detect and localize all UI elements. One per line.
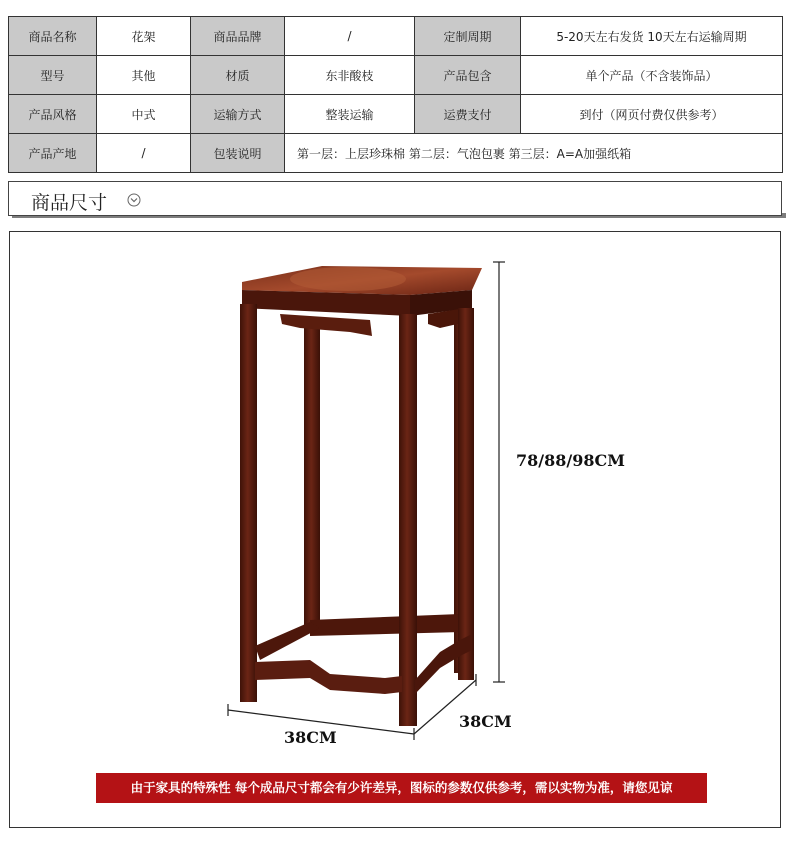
- spec-value: 5-20天左右发货 10天左右运输周期: [521, 17, 783, 56]
- spec-value: 其他: [97, 56, 191, 95]
- spec-row: [9, 56, 783, 95]
- section-header: [8, 181, 782, 216]
- spec-value: 整装运输: [285, 95, 415, 134]
- spec-row: [9, 95, 783, 134]
- spec-label: 材质: [191, 56, 285, 95]
- width-dimension-label: 38CM: [284, 728, 337, 747]
- spec-label: 运费支付: [415, 95, 521, 134]
- spec-label: 产品包含: [415, 56, 521, 95]
- depth-dimension-label: 38CM: [459, 712, 512, 731]
- flower-stand-image: [10, 232, 780, 827]
- spec-value: 单个产品（不含装饰品）: [521, 56, 783, 95]
- chevron-down-circle-icon: [127, 193, 141, 207]
- spec-label: 定制周期: [415, 17, 521, 56]
- spec-row: [9, 17, 783, 56]
- section-title: 商品尺寸: [31, 192, 108, 214]
- spec-value: 花架: [97, 17, 191, 56]
- spec-label: 产品风格: [9, 95, 97, 134]
- spec-value: 东非酸枝: [285, 56, 415, 95]
- spec-table: [8, 16, 783, 173]
- spec-value: 中式: [97, 95, 191, 134]
- product-image-panel: [9, 231, 781, 828]
- spec-label: 商品品牌: [191, 17, 285, 56]
- spec-label: 产品产地: [9, 134, 97, 173]
- spec-label: 包装说明: [191, 134, 285, 173]
- spec-label: 商品名称: [9, 17, 97, 56]
- spec-label: 运输方式: [191, 95, 285, 134]
- spec-row: [9, 134, 783, 173]
- spec-value: /: [285, 17, 415, 56]
- packaging-value: 第一层：上层珍珠棉 第二层：气泡包裹 第三层：A=A加强纸箱: [285, 134, 783, 173]
- size-notice-banner: 由于家具的特殊性 每个成品尺寸都会有少许差异，图标的参数仅供参考，需以实物为准，请您见谅: [96, 773, 707, 803]
- spec-value: /: [97, 134, 191, 173]
- height-dimension-label: 78/88/98CM: [516, 451, 625, 470]
- spec-label: 型号: [9, 56, 97, 95]
- spec-value: 到付（网页付费仅供参考）: [521, 95, 783, 134]
